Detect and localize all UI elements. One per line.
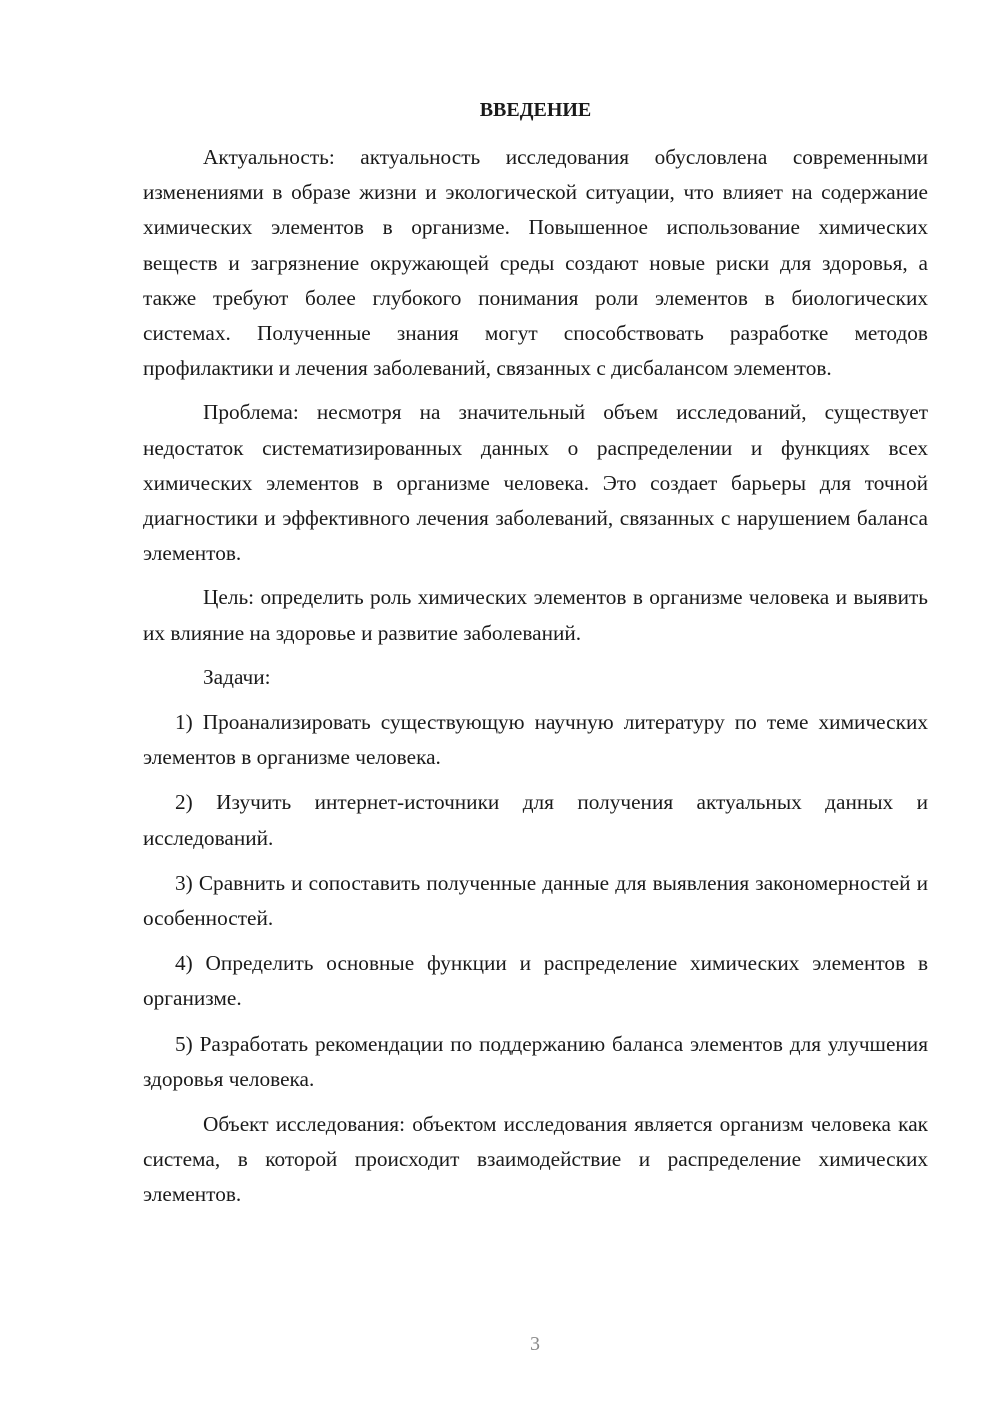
paragraph-tasks-heading: Задачи: xyxy=(203,664,271,689)
paragraph-object: Объект исследования: объектом исследования является организм человека как система, в которой происходит взаимодействие и распределение химических элементов. xyxy=(143,1112,928,1207)
paragraph-goal: Цель: определить роль химических элементов в организме человека и выявить их влияние на здоровье и развитие заболеваний. xyxy=(143,585,928,645)
page-content xyxy=(143,94,928,1213)
page-title: ВВЕДЕНИЕ xyxy=(479,99,592,121)
task-item-3: 3) Сравнить и сопоставить полученные данные для выявления закономерностей и особенностей. xyxy=(143,870,928,931)
paragraph-relevance: Актуальность: актуальность исследования обусловлена современными изменениями в образе жизни и экологической ситуации, что влияет на содержание химических элементов в организме. Повышенное использование химических веществ и загрязнение окружающей среды создают новые риски для здоровья, а также требуют более глубокого понимания роли элементов в биологических системах. Полученные знания могут способствовать разработке методов профилактики и лечения заболеваний, связанных с дисбалансом элементов. xyxy=(143,145,928,381)
paragraph-problem: Проблема: несмотря на значительный объем исследований, существует недостаток систематизированных данных о распределении и функциях всех химических элементов в организме человека. Это создает барьеры для точной диагностики и эффективного лечения заболеваний, связанных с нарушением баланса элементов. xyxy=(143,400,928,566)
task-item-4: 4) Определить основные функции и распределение химических элементов в организме. xyxy=(143,951,928,1011)
page-number: 3 xyxy=(530,1333,540,1355)
task-item-1: 1) Проанализировать существующую научную литературу по теме химических элементов в организме человека. xyxy=(143,710,928,770)
task-item-5: 5) Разработать рекомендации по поддержанию баланса элементов для улучшения здоровья человека. xyxy=(143,1031,928,1091)
task-item-2: 2) Изучить интернет-источники для получения актуальных данных и исследований. xyxy=(143,790,928,850)
